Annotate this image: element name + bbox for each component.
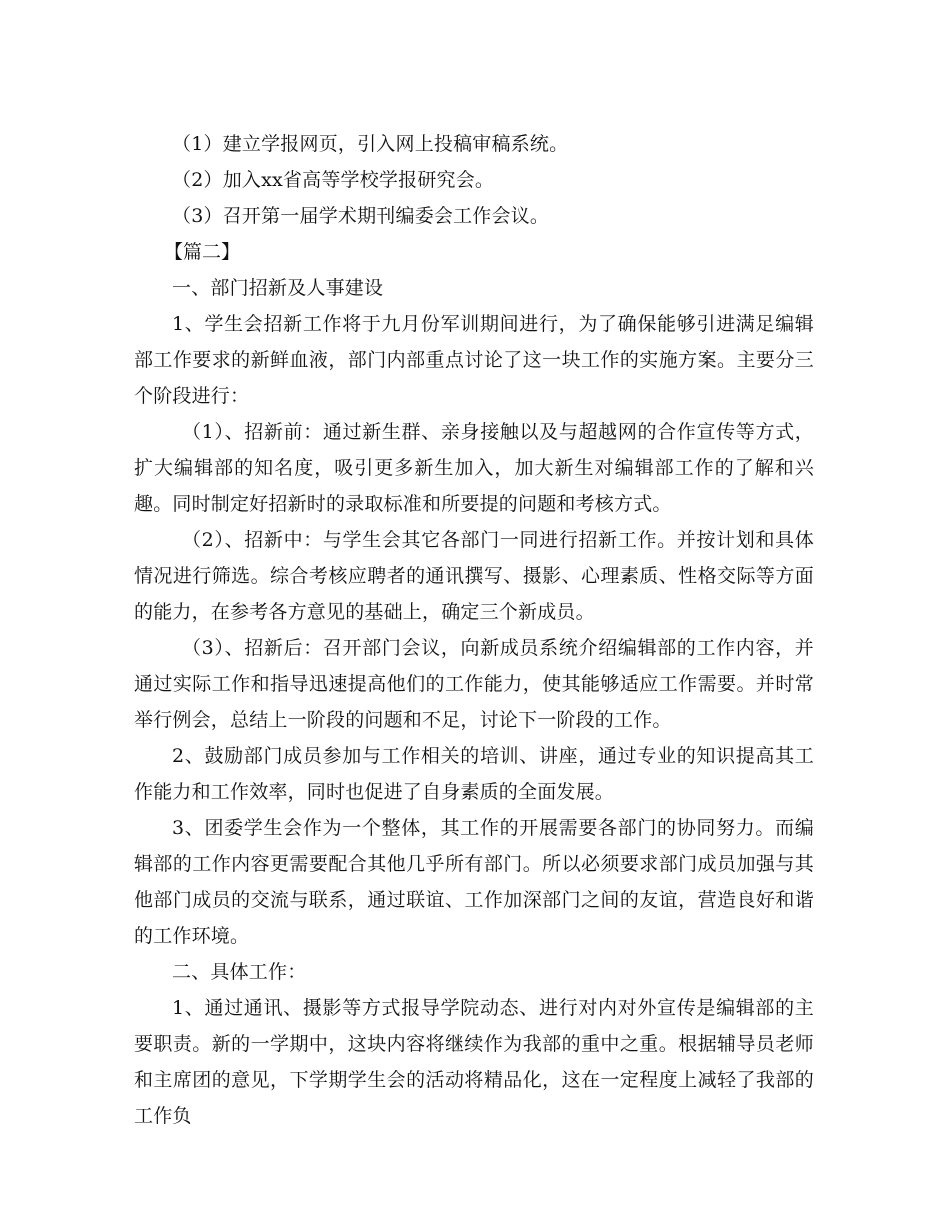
paragraph-recruit-intro: 1、学生会招新工作将于九月份军训期间进行，为了确保能够引进满足编辑部工作要求的新鲜血液，部门内部重点讨论了这一块工作的实施方案。主要分三个阶段进行： bbox=[134, 313, 814, 407]
paragraph-specific-work: 1、通过通讯、摄影等方式报导学院动态、进行对内对外宣传是编辑部的主要职责。新的一学期中，这块内容将继续作为我部的重中之重。根据辅导员老师和主席团的意见，下学期学生会的活动将精品化，这在一定程度上减轻了我部的工作负 bbox=[134, 997, 814, 1127]
section-heading: 【篇二】 bbox=[164, 241, 241, 263]
paragraph-1: （1）建立学报网页，引入网上投稿审稿系统。 bbox=[172, 133, 569, 155]
paragraph-during-recruit: （2）、招新中：与学生会其它各部门一同进行招新工作。并按计划和具体情况进行筛选。综合考核应聘者的通讯撰写、摄影、心理素质、性格交际等方面的能力，在参考各方意见的基础上，确定三个新成员。 bbox=[134, 529, 814, 623]
paragraph-after-recruit: （3）、招新后：召开部门会议，向新成员系统介绍编辑部的工作内容，并通过实际工作和指导迅速提高他们的工作能力，使其能够适应工作需要。并时常举行例会，总结上一阶段的问题和不足，讨论下一阶段的工作。 bbox=[134, 637, 814, 731]
paragraph-cooperation: 3、团委学生会作为一个整体，其工作的开展需要各部门的协同努力。而编辑部的工作内容更需要配合其他几乎所有部门。所以必须要求部门成员加强与其他部门成员的交流与联系，通过联谊、工作加深部门之间的友谊，营造良好和谐的工作环境。 bbox=[134, 817, 814, 947]
paragraph-section-two-title: 二、具体工作： bbox=[172, 961, 307, 983]
paragraph-3: （3）召开第一届学术期刊编委会工作会议。 bbox=[172, 205, 550, 227]
paragraph-before-recruit: （1）、招新前：通过新生群、亲身接触以及与超越网的合作宣传等方式，扩大编辑部的知名度，吸引更多新生加入，加大新生对编辑部工作的了解和兴趣。同时制定好招新时的录取标准和所要提的问题和考核方式。 bbox=[134, 421, 814, 515]
paragraph-section-one-title: 一、部门招新及人事建设 bbox=[172, 277, 384, 299]
paragraph-training: 2、鼓励部门成员参加与工作相关的培训、讲座，通过专业的知识提高其工作能力和工作效率，同时也促进了自身素质的全面发展。 bbox=[134, 745, 814, 803]
paragraph-2: （2）加入xx省高等学校学报研究会。 bbox=[172, 169, 495, 191]
document-body bbox=[134, 126, 814, 1134]
